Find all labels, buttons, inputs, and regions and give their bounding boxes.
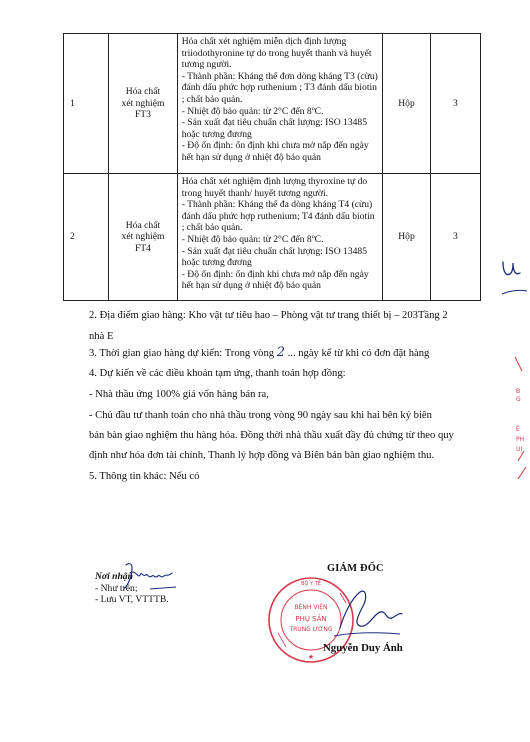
row-index: 1 [64, 34, 109, 174]
delivery-time-label: 3. Thời gian giao hàng dự kiến: Trong vòng [89, 348, 275, 359]
item-name [109, 34, 177, 174]
stamp-line: TRUNG ƯƠNG [289, 626, 333, 633]
director-signature [330, 584, 410, 642]
item-name-line: Hóa chất [125, 86, 161, 98]
table-row [64, 34, 481, 174]
other-info: 5. Thông tin khác: Nếu có [89, 471, 200, 482]
description-line: - Độ ổn định: ổn định khi chưa mở nắp đến ngày hết hạn sử dụng ở nhiệt độ bảo quản [181, 140, 369, 163]
recipients-title: Nơi nhận [95, 571, 133, 582]
svg-text:PH: PH [516, 436, 525, 443]
svg-text:UI: UI [516, 446, 523, 453]
item-name-line: xét nghiệm [121, 97, 165, 109]
stamp-line: PHỤ SẢN [295, 615, 327, 623]
item-quantity: 3 [430, 34, 480, 174]
recipient-item: - Lưu VT, VTTTB. [95, 594, 169, 606]
initials-signature [120, 559, 182, 595]
item-name-line: FT4 [134, 242, 151, 254]
description-line: - Nhiệt độ bảo quản: từ 2°C đến 8ºC. [181, 233, 324, 245]
stamp-line: BỆNH VIỆN [294, 604, 328, 611]
delivery-time-suffix: ... ngày kể từ khi có đơn đặt hàng [287, 348, 430, 359]
handwritten-days: 2 [276, 345, 285, 360]
row-index: 2 [64, 174, 109, 301]
item-description [177, 34, 382, 174]
signatory-name: Nguyễn Duy Ánh [323, 642, 403, 654]
payment-term-line: - Chủ đầu tư thanh toán cho nhà thầu trong vòng 90 ngày sau khi hai bên ký biên [89, 410, 432, 421]
item-name-line: FT3 [134, 109, 151, 121]
svg-text:B: B [516, 388, 521, 395]
description-line: Hóa chất xét nghiệm định lượng thyroxine tự do trong huyết thanh/ huyết tương người. [181, 176, 368, 199]
payment-term-line: định như hóa đơn tài chính, Thanh lý hợp đồng và Biên bản bàn giao nghiệm thu. [89, 450, 435, 461]
description-line: - Nhiệt độ bảo quản: từ 2°C đến 8ºC. [181, 105, 324, 117]
description-line: - Sản xuất đạt tiêu chuẩn chất lượng: ISO 13485 hoặc tương đương [181, 117, 368, 140]
recipient-item: - Như trên; [95, 582, 138, 594]
item-unit: Hộp [383, 174, 431, 301]
item-name-line: Hóa chất [125, 219, 161, 231]
margin-handwriting-mark [500, 258, 524, 280]
margin-stamp-fragment [510, 355, 530, 485]
payment-terms-heading: 4. Dự kiến về các điều khoản tạm ứng, thanh toán hợp đồng: [89, 368, 346, 379]
description-line: - Sản xuất đạt tiêu chuẩn chất lượng: ISO 13485 hoặc tương đương [181, 245, 368, 269]
delivery-time [89, 346, 474, 360]
description-line: - Độ ổn định: ổn định khi chưa mở nắp đến ngày hết hạn sử dụng ở nhiệt độ bảo quản [181, 268, 369, 292]
svg-text:Ê: Ê [516, 426, 520, 433]
svg-text:G: G [516, 396, 521, 403]
table-row [64, 174, 481, 301]
payment-term-advance: - Nhà thầu ứng 100% giá vốn hàng bán ra, [89, 389, 269, 400]
signatory-title: GIÁM ĐỐC [327, 563, 384, 574]
description-line: - Thành phần: Kháng thể đơn dòng kháng T3 (cừu) đánh dấu phức hợp ruthenium ; T3 đánh dấu biotin ; chất bảo quản. [181, 70, 378, 105]
item-name [109, 174, 177, 301]
items-table [63, 33, 481, 301]
stamp-ring-text: BỘ Y TẾ [301, 581, 321, 587]
margin-handwriting-stroke [500, 288, 528, 296]
item-quantity: 3 [430, 174, 480, 301]
item-name-line: xét nghiệm [121, 231, 165, 243]
delivery-location-line: 2. Địa điểm giao hàng: Kho vật tư tiêu hao – Phòng vật tư trang thiết bị – 203Tầng 2 [89, 310, 448, 321]
svg-text:★: ★ [307, 653, 315, 661]
delivery-location-line: nhà E [89, 331, 114, 342]
item-description [177, 174, 382, 301]
description-line: Hóa chất xét nghiệm miễn dịch định lượng triiodothyronine tự do trong huyết thanh và huyết tương người. [181, 36, 372, 71]
payment-term-line: bản bàn giao nghiệm thu hàng hóa. Đồng thời nhà thầu xuất đầy đủ chứng từ theo quy [89, 430, 454, 441]
description-line: - Thành phần: Kháng thể đa dòng kháng T4 (cừu) đánh dấu phức hợp ruthenium; T4 đánh dấu biotin ; chất bảo quản. [181, 199, 375, 234]
item-unit: Hộp [383, 34, 431, 174]
